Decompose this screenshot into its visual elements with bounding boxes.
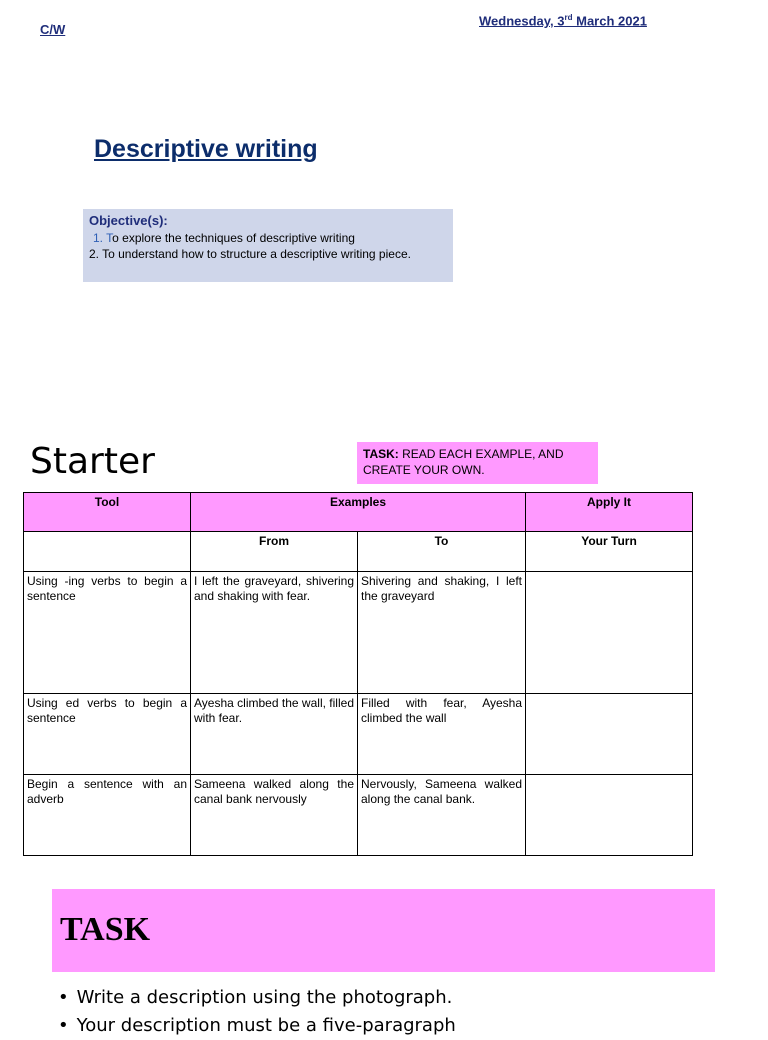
cell-from: Sameena walked along the canal bank nervously (191, 775, 358, 856)
subheader-to: To (358, 532, 526, 572)
cell-to: Nervously, Sameena walked along the canal bank. (358, 775, 526, 856)
cell-tool: Begin a sentence with an adverb (24, 775, 191, 856)
starter-heading: Starter (30, 441, 155, 482)
task-heading: TASK (60, 911, 151, 948)
table-header-row (24, 493, 693, 532)
subheader-your-turn: Your Turn (526, 532, 693, 572)
date-label: Wednesday, 3rd March 2021 (479, 13, 647, 29)
cell-your-turn[interactable] (526, 694, 693, 775)
cell-tool: Using -ing verbs to begin a sentence (24, 572, 191, 694)
starter-table (23, 492, 693, 856)
objectives-box (83, 209, 453, 282)
objective-item-2: 2. To understand how to structure a descriptive writing piece. (89, 247, 411, 261)
header-examples: Examples (191, 493, 526, 532)
cell-tool: Using ed verbs to begin a sentence (24, 694, 191, 775)
starter-task-box: TASK: READ EACH EXAMPLE, AND CREATE YOUR OWN. (357, 442, 598, 484)
cell-from: I left the graveyard, shivering and shaking with fear. (191, 572, 358, 694)
subheader-from: From (191, 532, 358, 572)
task-bullet: • Your description must be a five-paragraph (58, 1012, 456, 1040)
task-bullet: • Write a description using the photograph. (58, 984, 456, 1012)
table-row (24, 572, 693, 694)
classwork-label: C/W (40, 22, 66, 37)
header-apply-it: Apply It (526, 493, 693, 532)
cell-to: Shivering and shaking, I left the graveyard (358, 572, 526, 694)
cell-your-turn[interactable] (526, 775, 693, 856)
objective-item-1: 1. To explore the techniques of descriptive writing (93, 231, 355, 245)
cell-from: Ayesha climbed the wall, filled with fear. (191, 694, 358, 775)
task-banner (52, 889, 715, 972)
task-bullet-list (58, 984, 456, 1040)
header-tool: Tool (24, 493, 191, 532)
cell-your-turn[interactable] (526, 572, 693, 694)
page-title: Descriptive writing (94, 135, 318, 163)
table-subheader-row (24, 532, 693, 572)
table-row (24, 694, 693, 775)
subheader-empty (24, 532, 191, 572)
objectives-heading: Objective(s): (89, 213, 168, 228)
cell-to: Filled with fear, Ayesha climbed the wall (358, 694, 526, 775)
table-row (24, 775, 693, 856)
